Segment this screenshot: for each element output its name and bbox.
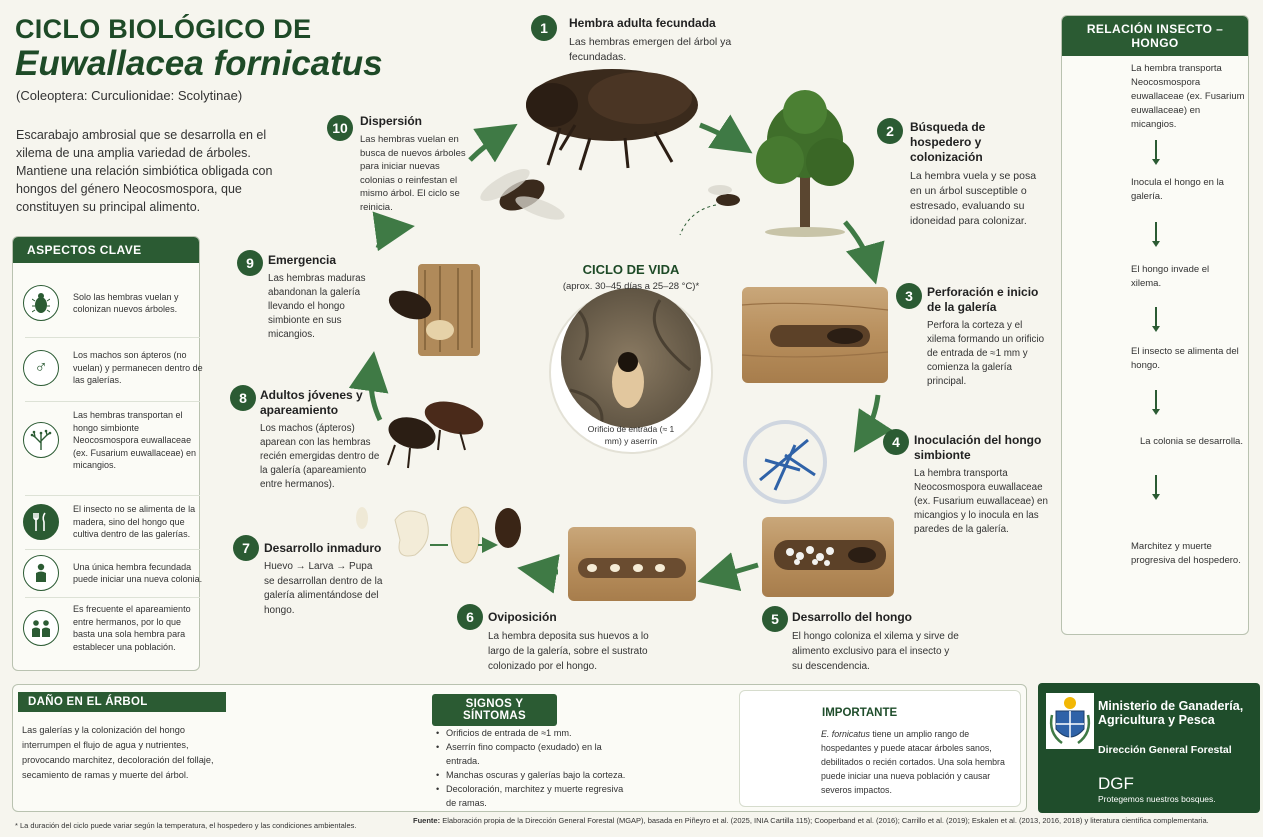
sign-item: • Aserrín fino compacto (exudado) en la entrada.	[436, 740, 626, 768]
emergence-image	[385, 264, 480, 356]
ministry-block	[1038, 683, 1260, 813]
sign-item: • Orificios de entrada de ≈1 mm.	[436, 726, 626, 740]
host-tree-image	[756, 90, 854, 237]
relation-step-text: La hembra transporta Neocosmospora euwallaceae (ex. Fusarium euwallaceae) en micangios.	[1131, 63, 1245, 130]
step-7-number: 7	[233, 535, 259, 561]
step-desc: Perfora la corteza y el xilema formando un orificio de entrada de ≈1 mm y comienza la galería principal.	[927, 320, 1045, 387]
relation-step-text: El insecto se alimenta del hongo.	[1131, 346, 1239, 371]
step-6-number: 6	[457, 604, 483, 630]
step-title: Perforación e inicio de la galería	[927, 285, 1039, 314]
oviposition-gallery-image	[568, 527, 696, 601]
aspect-text: Los machos son ápteros (no vuelan) y permanecen dentro de las galerías.	[73, 350, 203, 385]
important-title: IMPORTANTE	[822, 707, 898, 719]
step-8-number: 8	[230, 385, 256, 411]
step-desc: La hembra vuela y se posa en un árbol susceptible o estresado, evaluando su idoneidad para colonizar.	[910, 170, 1037, 227]
step-desc: La hembra deposita sus huevos a lo largo de la galería, sobre el sustrato colonizado por el hongo.	[488, 631, 649, 672]
step-desc: Las hembras emergen del árbol ya fecundadas.	[569, 36, 732, 63]
step-title: Búsqueda de hospedero y colonización	[910, 120, 986, 164]
source-label: Fuente:	[413, 816, 441, 825]
intro-text: Escarabajo ambrosial que se desarrolla en el xilema de una amplia variedad de árboles. Mantiene una relación simbiótica obligada con hongos del género Neocosmospora, que constituyen su principal alimento.	[16, 128, 273, 214]
aspects-title: ASPECTOS CLAVE	[13, 237, 199, 263]
step-2-number: 2	[877, 118, 903, 144]
step-3-number: 3	[896, 283, 922, 309]
down-arrow	[1155, 307, 1157, 327]
perforation-gallery-image	[742, 287, 888, 383]
ministry-direction: Dirección General Forestal	[1098, 744, 1232, 756]
step-10	[360, 114, 475, 214]
relation-step-text: El hongo invade el xilema.	[1131, 264, 1210, 289]
adult-female-beetle-image	[526, 69, 698, 170]
step-1	[569, 16, 769, 65]
step-8	[260, 388, 382, 492]
male-symbol-icon: ♂	[23, 350, 59, 386]
ministry-slogan: Protegemos nuestros bosques.	[1098, 794, 1216, 804]
dispersal-beetle-image	[476, 163, 567, 224]
down-arrow	[1155, 390, 1157, 410]
aspect-text: Es frecuente el apareamiento entre hermanos, por lo que basta una sola hembra para establecer una población.	[73, 604, 191, 652]
step-desc: Los machos (ápteros) aparean con las hembras recién emergidas dentro de la galería (apareamiento entre hermanos).	[260, 423, 380, 490]
ministry-name: Ministerio de Ganadería, Agricultura y Pesca	[1098, 699, 1244, 727]
signs-list	[436, 726, 626, 810]
step-title: Desarrollo inmaduro	[264, 541, 382, 555]
damage-title: DAÑO EN EL ÁRBOL	[18, 692, 226, 712]
step-10-number: 10	[327, 115, 353, 141]
aspect-text: Solo las hembras vuelan y colonizan nuevos árboles.	[73, 291, 179, 314]
flying-beetle-small-image	[680, 185, 740, 235]
relation-title: RELACIÓN INSECTO – HONGO	[1062, 16, 1248, 56]
fungus-microscope-image	[745, 422, 825, 502]
aspect-text: Las hembras transportan el hongo simbionte Neocosmospora euwallaceae (ex. Fusarium euwallaceae) en micangios.	[73, 410, 197, 470]
step-5-number: 5	[762, 606, 788, 632]
important-body: tiene un amplio rango de hospedantes y puede atacar árboles sanos, debilitados o recién cortados. Una sola hembra puede iniciar una nueva población y causar severos impactos.	[821, 729, 1005, 795]
signs-title: SIGNOS Y SÍNTOMAS	[432, 694, 557, 726]
young-adults-image	[385, 396, 487, 468]
important-text	[821, 727, 1016, 797]
step-title: Emergencia	[268, 253, 337, 267]
down-arrow	[1155, 475, 1157, 495]
relation-step-text: La colonia se desarrolla.	[1140, 436, 1243, 447]
sign-item: • Manchas oscuras y galerías bajo la corteza.	[436, 768, 626, 782]
step-desc: Huevo → Larva → Pupa se desarrollan dentro de la galería alimentándose del hongo.	[264, 561, 383, 616]
relation-step-text: Marchitez y muerte progresiva del hospedero.	[1131, 541, 1241, 566]
aspect-text: Una única hembra fecundada puede iniciar una nueva colonia.	[73, 561, 203, 584]
aspect-text: El insecto no se alimenta de la madera, sino del hongo que cultiva dentro de las galerías.	[73, 504, 196, 539]
title-line-1: CICLO BIOLÓGICO DE	[15, 14, 312, 44]
footer-source	[413, 816, 1253, 826]
step-title: Hembra adulta fecundada	[569, 16, 716, 30]
coat-of-arms-icon	[1046, 693, 1094, 749]
step-6	[488, 610, 653, 674]
step-desc: La hembra transporta Neocosmospora euwallaceae (ex. Fusarium euwallaceae) en micangios y lo inocula en las paredes de la galería.	[914, 468, 1048, 535]
species-italic: E. fornicatus	[821, 729, 870, 739]
damage-text: Las galerías y la colonización del hongo interrumpen el flujo de agua y nutrientes, provocando marchitez, decoloración del follaje, secamiento de ramas y muerte del árbol.	[22, 725, 214, 780]
step-title: Adultos jóvenes y apareamiento	[260, 388, 363, 417]
ministry-acronym: DGF	[1098, 774, 1134, 793]
step-title: Desarrollo del hongo	[792, 610, 913, 624]
title-species: Euwallacea fornicatus	[15, 44, 383, 83]
step-1-number: 1	[531, 15, 557, 41]
cycle-center-title: CICLO DE VIDA	[582, 262, 680, 277]
step-title: Inoculación del hongo simbionte	[914, 433, 1042, 462]
relation-step-text: Inocula el hongo en la galería.	[1131, 177, 1224, 202]
step-4-number: 4	[883, 429, 909, 455]
entry-hole-caption: Orificio de entrada (≈ 1 mm) y aserrín	[587, 424, 675, 446]
step-9	[268, 253, 378, 342]
sign-item: • Decoloración, marchitez y muerte regresiva de ramas.	[436, 782, 626, 810]
step-title: Oviposición	[488, 610, 557, 624]
step-title: Dispersión	[360, 114, 423, 128]
step-2	[910, 120, 1050, 229]
step-7	[264, 541, 384, 618]
step-5	[792, 610, 962, 674]
down-arrow	[1155, 222, 1157, 242]
source-text: Elaboración propia de la Dirección General Forestal (MGAP), basada en Piñeyro et al. (2025, INIA Cartilla 115); Cooperband et al. (2016); Carrillo et al. (2019); Eskalen et al. (2013, 2016, 2018) y literatura científica complementaria.	[442, 816, 1209, 825]
step-3	[927, 285, 1052, 389]
step-desc: El hongo coloniza el xilema y sirve de alimento exclusivo para el insecto y su descendencia.	[792, 631, 959, 672]
step-9-number: 9	[237, 250, 263, 276]
footer-note: * La duración del ciclo puede variar según la temperatura, el hospedero y las condiciones ambientales.	[15, 821, 357, 830]
down-arrow	[1155, 140, 1157, 160]
step-4	[914, 433, 1049, 537]
cycle-center-subtitle: (aprox. 30–45 días a 25–28 °C)*	[562, 281, 700, 292]
fungus-gallery-image	[762, 517, 894, 597]
step-desc: Las hembras maduras abandonan la galería llevando el hongo simbionte en sus micangios.	[268, 273, 366, 340]
subtitle-taxonomy: (Coleoptera: Curculionidae: Scolytinae)	[16, 88, 243, 103]
step-desc: Las hembras vuelan en busca de nuevos árboles para iniciar nuevas colonias o reinfestan el mismo árbol. El ciclo se reinicia.	[360, 134, 466, 213]
